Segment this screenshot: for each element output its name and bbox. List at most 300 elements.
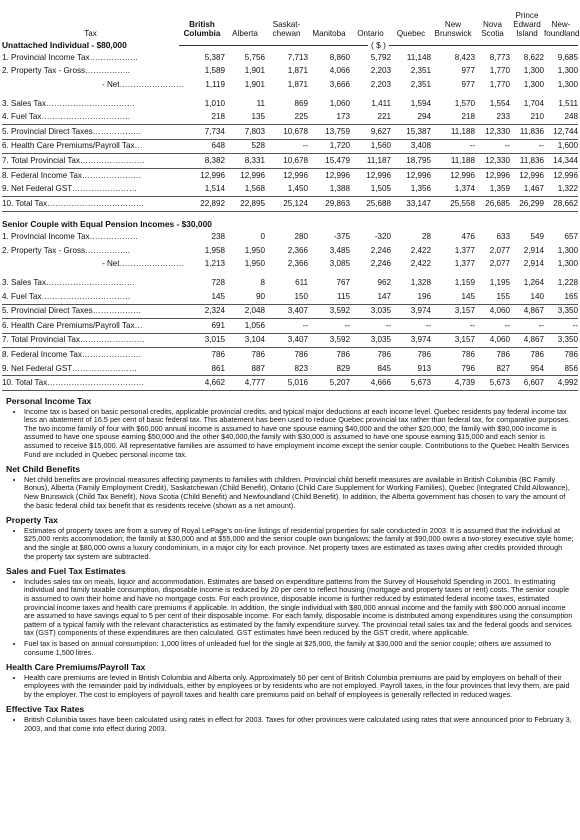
note-heading: Personal Income Tax xyxy=(6,396,92,407)
note-bullet: • Estimates of property taxes are from a survey of Royal LePage's on-line listings of residential properties for sale conducted in 2003. It is assumed that the individual at $25,000 rents accommodation; the family at $30,000 and at $55,000 and the senior couple own bungalows; the family at $90,000 owns a two-storey executive style home; and the single at $80,000 owns a luxury condominium, in a major city for each province. Net property taxes are estimated as taxes owing after credits provided through the property tax system are subtracted. xyxy=(24,527,574,561)
table-cell: 2,246 xyxy=(370,259,391,269)
row-label: 8. Federal Income Tax…………………. xyxy=(2,350,141,360)
table-cell: 1,322 xyxy=(557,184,578,194)
table-cell: 18,795 xyxy=(391,154,431,169)
table-cell: 5,673 xyxy=(475,376,510,391)
table-cell: 28,662 xyxy=(544,196,578,211)
table-cell: 14,344 xyxy=(544,154,578,169)
column-header-line: New- xyxy=(551,20,571,29)
row-label: 5. Provincial Direct Taxes……………… xyxy=(2,304,179,319)
table-cell: -- xyxy=(504,320,510,330)
column-header xyxy=(391,0,431,39)
table-cell: 1,300 xyxy=(557,66,578,76)
column-header-line: Quebec xyxy=(396,29,426,38)
table-cell: 173 xyxy=(336,112,350,122)
row-label: 9. Net Federal GST…………………… xyxy=(2,184,137,194)
table-cell: -- xyxy=(425,320,431,330)
table-cell: 210 xyxy=(530,112,544,122)
table-cell: 1,720 xyxy=(329,141,350,151)
table-row xyxy=(2,97,578,111)
column-header-line: foundland xyxy=(544,29,580,38)
table-cell: 12,996 xyxy=(200,170,225,180)
table-cell: 845 xyxy=(377,363,391,373)
table-cell: 2,366 xyxy=(287,245,308,255)
row-label: 4. Fuel Tax…………………………… xyxy=(2,112,131,122)
table-cell: 9,627 xyxy=(350,124,391,139)
table-cell: 11,188 xyxy=(431,124,475,139)
table-cell: 648 xyxy=(211,141,225,151)
table-cell: 1,377 xyxy=(454,259,475,269)
table-cell: -- xyxy=(538,141,544,151)
table-cell: 29,863 xyxy=(308,196,350,211)
table-cell: -- xyxy=(538,320,544,330)
table-cell: 0 xyxy=(260,232,265,242)
column-header xyxy=(544,0,578,39)
table-cell: 5,673 xyxy=(391,376,431,391)
table-cell: 3,350 xyxy=(544,304,578,319)
table-cell: 6,607 xyxy=(510,376,544,391)
row-label: 2. Property Tax - Gross…………….. xyxy=(2,245,131,255)
table-cell: 7,803 xyxy=(225,124,265,139)
section-header-row xyxy=(2,211,578,231)
table-cell: 8,423 xyxy=(454,52,475,62)
table-cell: 633 xyxy=(496,232,510,242)
table-cell: 691 xyxy=(211,320,225,330)
table-cell: 728 xyxy=(211,278,225,288)
table-cell: 2,914 xyxy=(523,259,544,269)
table-row xyxy=(2,110,578,124)
table-cell: 4,060 xyxy=(475,304,510,319)
column-header xyxy=(225,0,265,39)
table-cell: 12,996 xyxy=(485,170,510,180)
unit-label-cell xyxy=(179,39,578,51)
column-header-line: Columbia xyxy=(183,29,221,38)
table-cell: 4,662 xyxy=(179,376,225,391)
table-row xyxy=(2,333,578,348)
table-cell: 1,467 xyxy=(523,184,544,194)
table-cell: 1,505 xyxy=(370,184,391,194)
table-cell: 1,377 xyxy=(454,245,475,255)
table-cell: 140 xyxy=(530,291,544,301)
table-cell: 15,387 xyxy=(391,124,431,139)
column-header xyxy=(308,0,350,39)
row-label: 8. Federal Income Tax…………………. xyxy=(2,170,141,180)
table-cell: 233 xyxy=(496,112,510,122)
table-cell: 3,485 xyxy=(329,245,350,255)
column-header-line xyxy=(350,11,391,20)
table-cell: 12,996 xyxy=(519,170,544,180)
table-cell: 5,016 xyxy=(265,376,308,391)
column-header-line: New xyxy=(444,20,462,29)
column-header-line xyxy=(225,11,265,20)
note-list xyxy=(6,408,574,460)
table-cell: 869 xyxy=(294,98,308,108)
table-cell: 1,010 xyxy=(204,98,225,108)
table-cell: 4,060 xyxy=(475,333,510,348)
table-cell: 12,996 xyxy=(450,170,475,180)
row-label: - Net…………………… xyxy=(102,79,185,89)
table-cell: 3,408 xyxy=(410,141,431,151)
column-header-line: Island xyxy=(516,29,538,38)
column-header-line xyxy=(265,11,308,20)
table-row xyxy=(2,304,578,319)
table-cell: 12,996 xyxy=(240,170,265,180)
table-cell: 2,246 xyxy=(370,245,391,255)
note-list xyxy=(6,674,574,700)
table-cell: 145 xyxy=(461,291,475,301)
table-cell: 3,157 xyxy=(431,304,475,319)
table-cell: 1,958 xyxy=(204,245,225,255)
note-list xyxy=(6,578,574,657)
row-label: 5. Provincial Direct Taxes……………… xyxy=(2,124,179,139)
table-cell: 12,996 xyxy=(283,170,308,180)
table-cell: 1,704 xyxy=(523,98,544,108)
table-cell: 1,950 xyxy=(244,259,265,269)
table-cell: 4,992 xyxy=(544,376,578,391)
header-tax: Tax xyxy=(84,29,97,38)
table-cell: 1,560 xyxy=(370,141,391,151)
table-cell: 4,867 xyxy=(510,333,544,348)
row-label: 4. Fuel Tax…………………………… xyxy=(2,291,131,301)
table-cell: 26,299 xyxy=(510,196,544,211)
table-cell: 1,770 xyxy=(489,66,510,76)
table-cell: 1,950 xyxy=(244,245,265,255)
table-cell: 13,759 xyxy=(308,124,350,139)
row-label: 6. Health Care Premiums/Payroll Tax… xyxy=(2,141,143,151)
table-cell: 25,688 xyxy=(350,196,391,211)
table-cell: 165 xyxy=(564,291,578,301)
table-cell: 2,351 xyxy=(410,79,431,89)
table-row xyxy=(2,362,578,376)
table-cell: 1,871 xyxy=(287,79,308,89)
table-cell: 1,374 xyxy=(454,184,475,194)
table-cell: 1,901 xyxy=(244,66,265,76)
table-cell: 5,387 xyxy=(204,52,225,62)
table-cell: 1,195 xyxy=(489,278,510,288)
row-label: - Net…………………… xyxy=(102,259,185,269)
table-cell: 25,558 xyxy=(431,196,475,211)
table-cell: 2,422 xyxy=(410,259,431,269)
table-cell: -- xyxy=(469,141,475,151)
column-header-line: Manitoba xyxy=(312,29,346,38)
table-cell: 196 xyxy=(417,291,431,301)
table-cell: 8,382 xyxy=(179,154,225,169)
table-cell: 12,996 xyxy=(366,170,391,180)
note-heading: Property Tax xyxy=(6,515,58,526)
note-bullet: • Income tax is based on basic personal credits, applicable provincial credits, and typical major deductions at each income level. Quebec residents pay federal income tax less an abatement of 16.5 per cent of basic federal tax. This abatement has been used to reduce Quebec provincial tax rather than federal tax, for comparative purposes. The two income family of four with $60,000 annual income is assumed to have one spouse earning $40,000 and the other $20,000, the family with $90,000 income is assumed to have one spouse earning $50,000 and the other $40,000,the family with $30,000 is assumed to have one spouse earning $15,000 and each senior is assumed to receive $15,000. All representative families are assumed to have employment income except the senior couple. Contributions to the Quebec Health Services Fund are included in Quebec personal income tax. xyxy=(24,408,574,460)
table-cell: 10,678 xyxy=(265,154,308,169)
table-cell: 1,300 xyxy=(557,79,578,89)
table-row xyxy=(2,65,578,79)
table-cell: 4,739 xyxy=(431,376,475,391)
table-cell: 12,330 xyxy=(475,124,510,139)
table-cell: 2,422 xyxy=(410,245,431,255)
table-cell: 145 xyxy=(211,291,225,301)
row-label: 9. Net Federal GST…………………… xyxy=(2,363,137,373)
note-heading: Effective Tax Rates xyxy=(6,704,85,715)
table-cell: 786 xyxy=(377,350,391,360)
table-cell: 90 xyxy=(255,291,265,301)
table-cell: 4,666 xyxy=(350,376,391,391)
table-cell: 238 xyxy=(211,232,225,242)
table-cell: 3,592 xyxy=(308,333,350,348)
note-list xyxy=(6,716,574,733)
table-cell: 15,479 xyxy=(308,154,350,169)
column-header-line: Alberta xyxy=(232,29,258,38)
table-cell: 28 xyxy=(421,232,431,242)
table-cell: 1,264 xyxy=(523,278,544,288)
table-cell: 786 xyxy=(211,350,225,360)
table-cell: 11 xyxy=(256,98,265,108)
table-cell: 4,066 xyxy=(329,66,350,76)
note-heading: Health Care Premiums/Payroll Tax xyxy=(6,662,146,673)
table-cell: 1,570 xyxy=(454,98,475,108)
table-cell: 2,324 xyxy=(179,304,225,319)
row-label: 10. Total Tax……………………………… xyxy=(2,196,179,211)
table-cell: 1,056 xyxy=(244,320,265,330)
table-cell: 115 xyxy=(337,291,350,301)
table-cell: 827 xyxy=(496,363,510,373)
table-cell: 2,914 xyxy=(523,245,544,255)
table-cell: 218 xyxy=(211,112,225,122)
table-cell: 549 xyxy=(530,232,544,242)
table-cell: 22,895 xyxy=(225,196,265,211)
table-cell: 12,996 xyxy=(325,170,350,180)
table-cell: 3,015 xyxy=(179,333,225,348)
column-header-line: Saskat- xyxy=(272,20,301,29)
table-cell: 1,411 xyxy=(371,98,391,108)
tax-comparison-table xyxy=(2,0,578,391)
section-title: Unattached Individual - $80,000 xyxy=(2,39,127,50)
table-cell: 3,350 xyxy=(544,333,578,348)
table-row xyxy=(2,376,578,391)
section-header-row xyxy=(2,39,578,51)
table-cell: 1,871 xyxy=(287,66,308,76)
table-row xyxy=(2,154,578,169)
table-row xyxy=(2,196,578,211)
column-header xyxy=(510,0,544,39)
table-cell: 3,157 xyxy=(431,333,475,348)
column-header-line xyxy=(308,20,350,29)
row-label: 1. Provincial Income Tax……………… xyxy=(2,232,139,242)
unit-label: ( $ ) xyxy=(368,40,389,50)
table-cell: 1,514 xyxy=(204,184,225,194)
table-cell: 2,077 xyxy=(489,259,510,269)
table-row xyxy=(2,168,578,182)
table-cell: 225 xyxy=(294,112,308,122)
table-cell: 7,734 xyxy=(179,124,225,139)
column-header-line: Ontario xyxy=(357,29,384,38)
table-cell: 218 xyxy=(461,112,475,122)
table-cell: 1,119 xyxy=(205,79,225,89)
note-bullet: • Fuel tax is based on annual consumption: 1,000 litres of unleaded fuel for the single at $25,000, the family at $30,000 and the senior couple; others are assumed to consume 1,500 litres. xyxy=(24,640,574,657)
table-cell: 2,048 xyxy=(225,304,265,319)
table-cell: -- xyxy=(385,320,391,330)
table-cell: -- xyxy=(344,320,350,330)
table-cell: 3,035 xyxy=(350,304,391,319)
table-cell: 887 xyxy=(251,363,265,373)
table-cell: 786 xyxy=(251,350,265,360)
column-header-line: chewan xyxy=(272,29,301,38)
unit-label-cell xyxy=(179,211,578,231)
note-list xyxy=(6,476,574,510)
table-cell: 248 xyxy=(564,112,578,122)
table-cell: 11,148 xyxy=(406,52,431,62)
table-cell: 3,104 xyxy=(225,333,265,348)
table-cell: 11,836 xyxy=(510,154,544,169)
table-cell: 8,331 xyxy=(225,154,265,169)
table-cell: 3,592 xyxy=(308,304,350,319)
table-row xyxy=(2,258,578,272)
note-bullet: • Net child benefits are provincial measures affecting payments to families with children. Provincial child benefit measures are available in British Columbia (BC Family Bonus), Alberta (Family Employment Credit), Saskatchewan (Child Benefit), Ontario (Child Care Supplement for Working Families), Quebec (Integrated Child Allowance), New Brunswick (Child Tax Benefit), Nova Scotia (Child Benefit) and Newfoundland (Child Benefit). In addition, the Alberta government has chosen to vary the amount of the basic federal child tax benefit that its residents receive (shown as a net amount). xyxy=(24,476,574,510)
table-cell: 1,328 xyxy=(410,278,431,288)
column-header-line xyxy=(179,11,225,20)
table-cell: -- xyxy=(302,141,308,151)
table-cell: -- xyxy=(469,320,475,330)
column-header xyxy=(431,0,475,39)
table-cell: 8,860 xyxy=(329,52,350,62)
table-cell: 786 xyxy=(461,350,475,360)
table-cell: 22,892 xyxy=(179,196,225,211)
table-cell: 954 xyxy=(530,363,544,373)
table-cell: 856 xyxy=(564,363,578,373)
table-row xyxy=(2,78,578,92)
table-cell: 1,300 xyxy=(523,66,544,76)
table-cell: 4,867 xyxy=(510,304,544,319)
note-heading: Sales and Fuel Tax Estimates xyxy=(6,566,126,577)
row-label: 3. Sales Tax…………………………… xyxy=(2,278,135,288)
table-row xyxy=(2,51,578,65)
table-cell: 8,773 xyxy=(489,52,510,62)
note-heading: Net Child Benefits xyxy=(6,464,81,475)
table-cell: 5,792 xyxy=(370,52,391,62)
table-cell: 3,974 xyxy=(391,333,431,348)
table-row xyxy=(2,244,578,258)
table-cell: 977 xyxy=(461,79,475,89)
row-label: 3. Sales Tax…………………………… xyxy=(2,98,135,108)
note-bullet: • Includes sales tax on meals, liquor and accommodation. Estimates are based on expenditure patterns from the Survey of Household Spending in 2001. In estimating individual and family taxable consumption, disposable income is reduced by 20 per cent to reflect housing (mortgage and property taxes or rent) costs. The senior couple is assumed to own their home and have no mortgage costs. For each province, disposable income is further reduced by estimated federal income taxes, estimated provincial income taxes and health care premiums if applicable. In addition, the single individual with $80,000 annual income and the family with $90,000 annual income are assumed to have savings equal to 5 per cent of their disposable income. For each family, disposable income is distributed among expenditures using the consumption pattern of a typical family with the relevant characteristics as estimated by the family expenditure survey. The provincial retail sales tax and the federal goods and services tax (GST) components of these expenditures are then calculated. GST estimates have been reduced by the GST credit, where applicable. xyxy=(24,578,574,638)
table-cell: 796 xyxy=(461,363,475,373)
row-label: 6. Health Care Premiums/Payroll Tax… xyxy=(2,320,143,330)
table-cell: 2,077 xyxy=(489,245,510,255)
table-cell: 1,554 xyxy=(489,98,510,108)
table-cell: 5,756 xyxy=(244,52,265,62)
table-cell: 823 xyxy=(294,363,308,373)
column-header-line: Prince xyxy=(515,11,539,20)
table-cell: 25,124 xyxy=(265,196,308,211)
table-cell: 11,187 xyxy=(350,154,391,169)
table-row xyxy=(2,290,578,304)
column-header-line: Edward xyxy=(513,20,541,29)
note-bullet: • Health care premiums are levied in British Columbia and Alberta only. Approximately 50 per cent of British Columbia premiums are paid by employers on behalf of their employees with the remainder paid by individuals, either by employees or by residents who are not employed. Payroll taxes, in the four provinces that levy them, are paid by the employer. The cost to employers of payroll taxes and health care premiums paid on behalf of employees is generally reflected in reduced wages. xyxy=(24,674,574,700)
table-cell: 786 xyxy=(530,350,544,360)
table-cell: 2,203 xyxy=(370,79,391,89)
explanatory-notes xyxy=(0,397,580,733)
table-cell: 12,330 xyxy=(475,154,510,169)
table-cell: 3,666 xyxy=(329,79,350,89)
table-cell: 2,203 xyxy=(370,66,391,76)
table-cell: 1,594 xyxy=(410,98,431,108)
table-cell: 1,300 xyxy=(523,79,544,89)
table-cell: 1,568 xyxy=(244,184,265,194)
column-header-line: Scotia xyxy=(481,29,504,38)
table-cell: 7,713 xyxy=(287,52,308,62)
table-cell: 2,351 xyxy=(410,66,431,76)
table-cell: 786 xyxy=(417,350,431,360)
table-cell: 1,511 xyxy=(558,98,578,108)
table-cell: 861 xyxy=(211,363,225,373)
table-cell: 1,770 xyxy=(489,79,510,89)
table-cell: 4,777 xyxy=(225,376,265,391)
table-cell: 913 xyxy=(417,363,431,373)
row-label: 10. Total Tax……………………………… xyxy=(2,376,179,391)
table-row xyxy=(2,182,578,196)
table-cell: -375 xyxy=(333,232,350,242)
column-header xyxy=(350,0,391,39)
table-cell: 221 xyxy=(377,112,391,122)
table-cell: 1,589 xyxy=(204,66,225,76)
table-cell: 476 xyxy=(461,232,475,242)
table-cell: 786 xyxy=(564,350,578,360)
note-list xyxy=(6,527,574,561)
column-header xyxy=(475,0,510,39)
table-cell: -- xyxy=(504,141,510,151)
table-cell: 135 xyxy=(251,112,265,122)
table-cell: 1,159 xyxy=(454,278,475,288)
table-row xyxy=(2,124,578,139)
section-title: Senior Couple with Equal Pension Incomes - $30,000 xyxy=(2,219,212,230)
table-cell: 977 xyxy=(461,66,475,76)
table-cell: 8 xyxy=(260,278,265,288)
table-cell: 3,407 xyxy=(265,333,308,348)
table-cell: 33,147 xyxy=(391,196,431,211)
table-cell: 1,600 xyxy=(557,141,578,151)
column-header-line xyxy=(475,11,510,20)
table-cell: 786 xyxy=(336,350,350,360)
table-row xyxy=(2,276,578,290)
table-cell: 280 xyxy=(294,232,308,242)
table-cell: 155 xyxy=(496,291,510,301)
table-cell: 1,228 xyxy=(557,278,578,288)
table-cell: 1,300 xyxy=(557,259,578,269)
table-cell: 786 xyxy=(294,350,308,360)
column-header-line xyxy=(350,20,391,29)
column-header-line xyxy=(431,11,475,20)
table-row xyxy=(2,231,578,245)
table-cell: 3,974 xyxy=(391,304,431,319)
table-cell: 12,996 xyxy=(553,170,578,180)
table-cell: 1,388 xyxy=(329,184,350,194)
row-label: 7. Total Provincial Tax…………………… xyxy=(2,154,179,169)
table-cell: 26,685 xyxy=(475,196,510,211)
table-cell: -320 xyxy=(374,232,391,242)
table-cell: 1,356 xyxy=(410,184,431,194)
table-cell: 11,188 xyxy=(431,154,475,169)
table-cell: -- xyxy=(302,320,308,330)
column-header-line xyxy=(225,20,265,29)
table-cell: 1,300 xyxy=(557,245,578,255)
row-label: 1. Provincial Income Tax……………… xyxy=(2,52,139,62)
column-header xyxy=(265,0,308,39)
table-row xyxy=(2,319,578,334)
table-cell: 12,744 xyxy=(544,124,578,139)
note-bullet: • British Columbia taxes have been calculated using rates in effect for 2003. Taxes for other provinces were calculated using rates that were announced prior to February 3, 2003, and that come into effect during 2003. xyxy=(24,716,574,733)
table-cell: 1,450 xyxy=(287,184,308,194)
column-header xyxy=(179,0,225,39)
table-cell: 1,901 xyxy=(244,79,265,89)
table-cell: 2,366 xyxy=(287,259,308,269)
table-cell: 12,996 xyxy=(406,170,431,180)
